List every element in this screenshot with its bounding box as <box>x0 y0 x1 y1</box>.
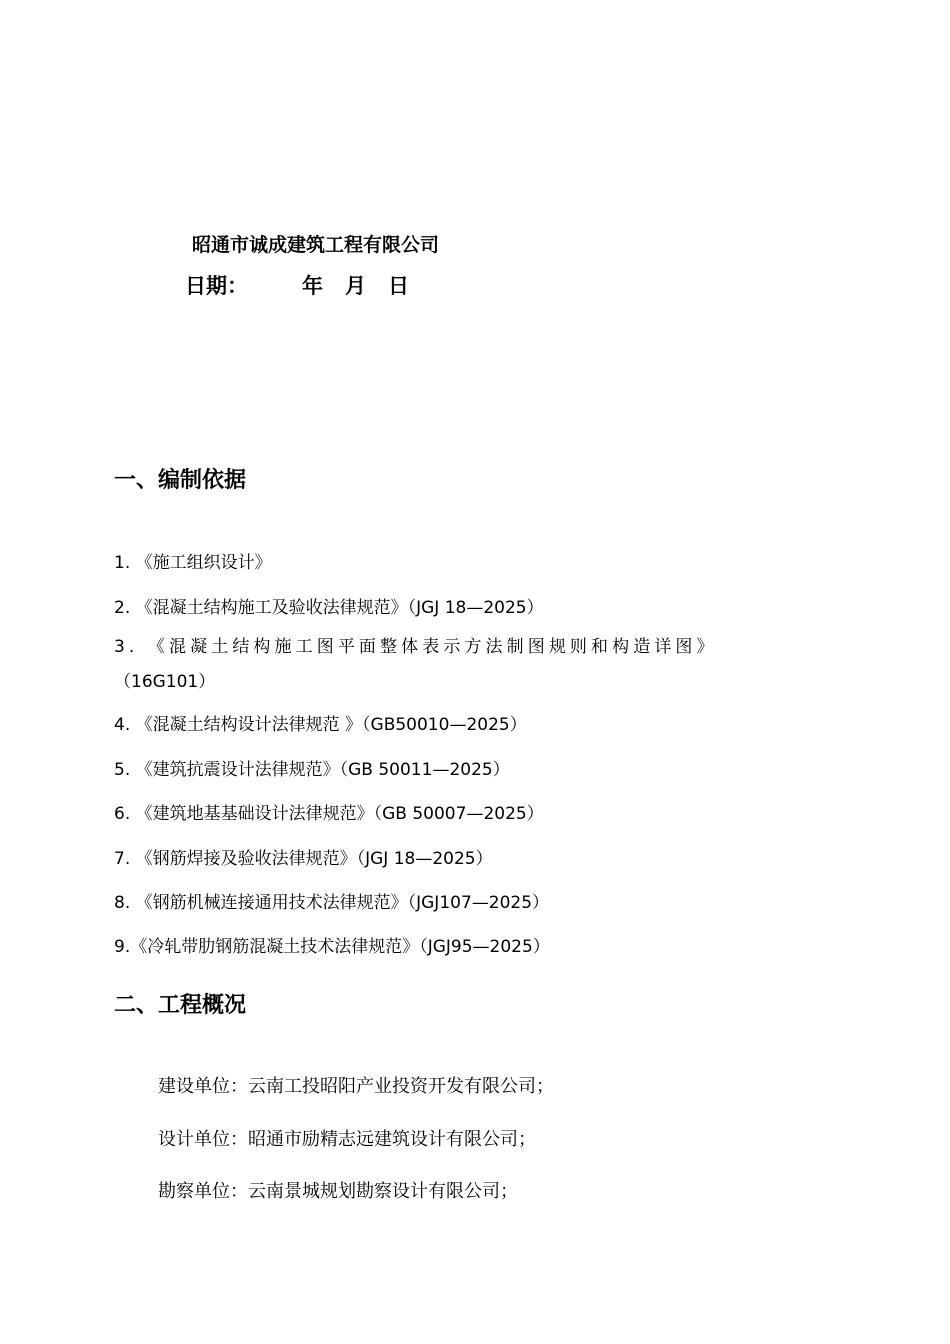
section-heading-basis: 一、编制依据 <box>114 468 247 493</box>
date-year: 年 <box>302 274 323 298</box>
date-label: 日期： <box>185 274 248 298</box>
list-item-line-1: 3. 《混凝土结构施工图平面整体表示方法制图规则和构造详图》 <box>114 637 718 657</box>
date-month: 月 <box>345 274 366 298</box>
paragraph-designer: 设计单位：昭通市励精志远建筑设计有限公司； <box>158 1129 536 1150</box>
paragraph-owner: 建设单位：云南工投昭阳产业投资开发有限公司； <box>158 1076 554 1097</box>
list-item: 6. 《建筑地基基础设计法律规范》（GB 50007—2025） <box>114 804 544 824</box>
list-item: 7. 《钢筋焊接及验收法律规范》（JGJ 18—2025） <box>114 849 493 869</box>
company-name: 昭通市诚成建筑工程有限公司 <box>192 234 440 256</box>
list-item: 4. 《混凝土结构设计法律规范 》（GB50010—2025） <box>114 715 527 735</box>
list-item: 2. 《混凝土结构施工及验收法律规范》（JGJ 18—2025） <box>114 598 544 618</box>
list-item: 5. 《建筑抗震设计法律规范》（GB 50011—2025） <box>114 760 510 780</box>
list-item: 9.《冷轧带肋钢筋混凝土技术法律规范》（JGJ95—2025） <box>114 937 550 957</box>
section-heading-overview: 二、工程概况 <box>114 993 247 1018</box>
date-line <box>185 270 409 300</box>
list-item <box>114 630 856 700</box>
paragraph-surveyor: 勘察单位：云南景城规划勘察设计有限公司； <box>158 1181 518 1202</box>
list-item: 1. 《施工组织设计》 <box>114 553 272 573</box>
list-item: 8. 《钢筋机械连接通用技术法律规范》（JGJ107—2025） <box>114 893 550 913</box>
date-day: 日 <box>388 274 409 298</box>
list-item-line-2: （16G101） <box>114 672 216 692</box>
